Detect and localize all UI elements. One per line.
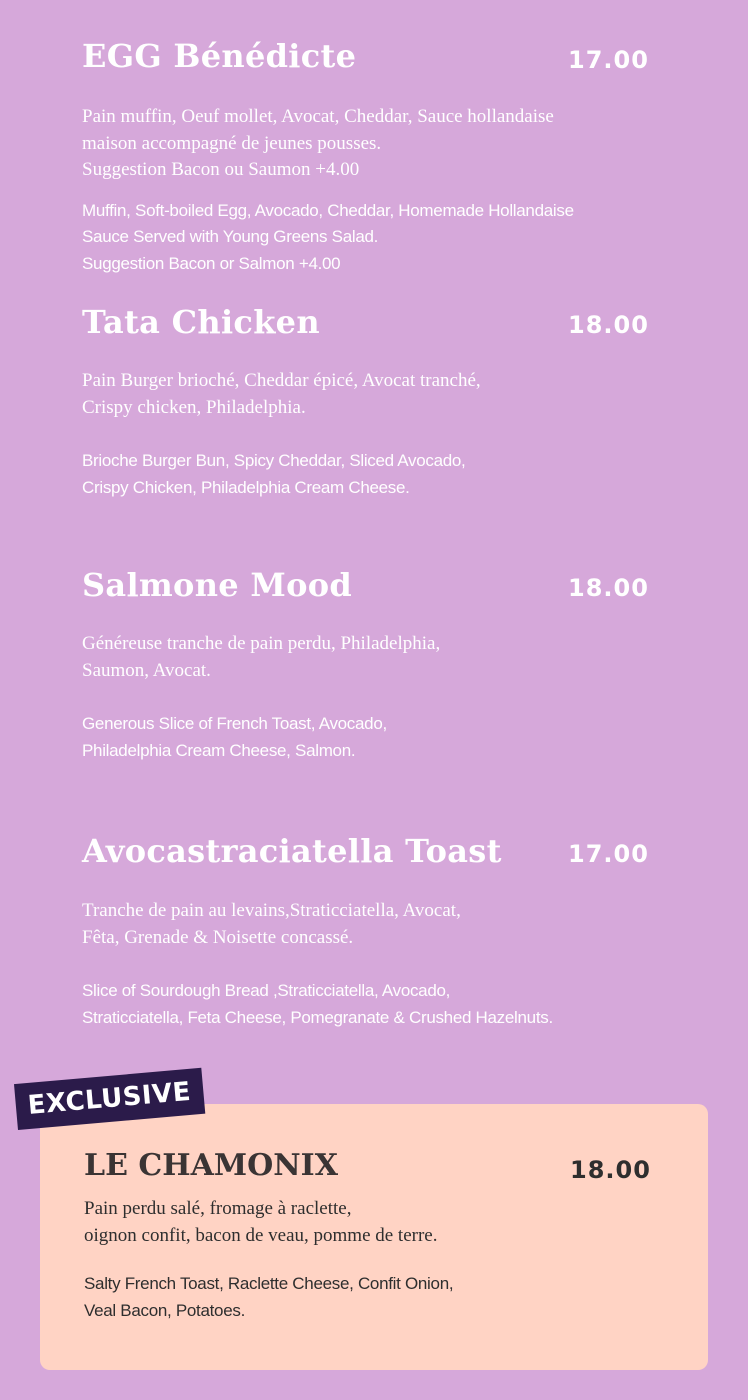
item-description-fr: Généreuse tranche de pain perdu, Philadelphia, Saumon, Avocat. — [82, 633, 441, 681]
item-title: EGG Bénédicte — [82, 37, 357, 75]
item-price: 18.00 — [570, 1156, 651, 1184]
item-description-block — [82, 368, 662, 501]
item-description-block — [82, 104, 662, 277]
item-price: 18.00 — [568, 574, 649, 602]
item-description-fr: Tranche de pain au levains,Straticciatella, Avocat, Fêta, Grenade & Noisette concassé. — [82, 900, 461, 948]
exclusive-badge: EXCLUSIVE — [14, 1068, 205, 1130]
item-title: LE CHAMONIX — [84, 1148, 338, 1183]
item-title: Salmone Mood — [82, 566, 353, 604]
item-description-en: Muffin, Soft-boiled Egg, Avocado, Cheddar, Homemade Hollandaise Sauce Served with Young Greens Salad. Suggestion Bacon or Salmon +4.00 — [82, 200, 574, 273]
item-description-fr: Pain Burger brioché, Cheddar épicé, Avocat tranché, Crispy chicken, Philadelphia. — [82, 370, 481, 418]
item-description-en: Salty French Toast, Raclette Cheese, Confit Onion, Veal Bacon, Potatoes. — [84, 1274, 454, 1320]
item-description-fr: Pain muffin, Oeuf mollet, Avocat, Cheddar, Sauce hollandaise maison accompagné de jeunes pousses. Suggestion Bacon ou Saumon +4.00 — [82, 106, 554, 180]
item-description-block — [82, 898, 662, 1031]
item-description-fr: Pain perdu salé, fromage à raclette, oignon confit, bacon de veau, pomme de terre. — [84, 1198, 438, 1246]
item-title: Avocastraciatella Toast — [82, 832, 502, 870]
item-price: 18.00 — [568, 311, 649, 339]
item-description-block — [84, 1196, 664, 1324]
item-title: Tata Chicken — [82, 303, 320, 341]
item-description-en: Generous Slice of French Toast, Avocado, Philadelphia Cream Cheese, Salmon. — [82, 714, 387, 760]
item-description-en: Slice of Sourdough Bread ,Straticciatella, Avocado, Straticciatella, Feta Cheese, Pomegranate & Crushed Hazelnuts. — [82, 981, 553, 1027]
item-price: 17.00 — [568, 46, 649, 74]
item-description-en: Brioche Burger Bun, Spicy Cheddar, Sliced Avocado, Crispy Chicken, Philadelphia Cream Cheese. — [82, 451, 466, 497]
item-description-block — [82, 631, 662, 764]
item-price: 17.00 — [568, 840, 649, 868]
